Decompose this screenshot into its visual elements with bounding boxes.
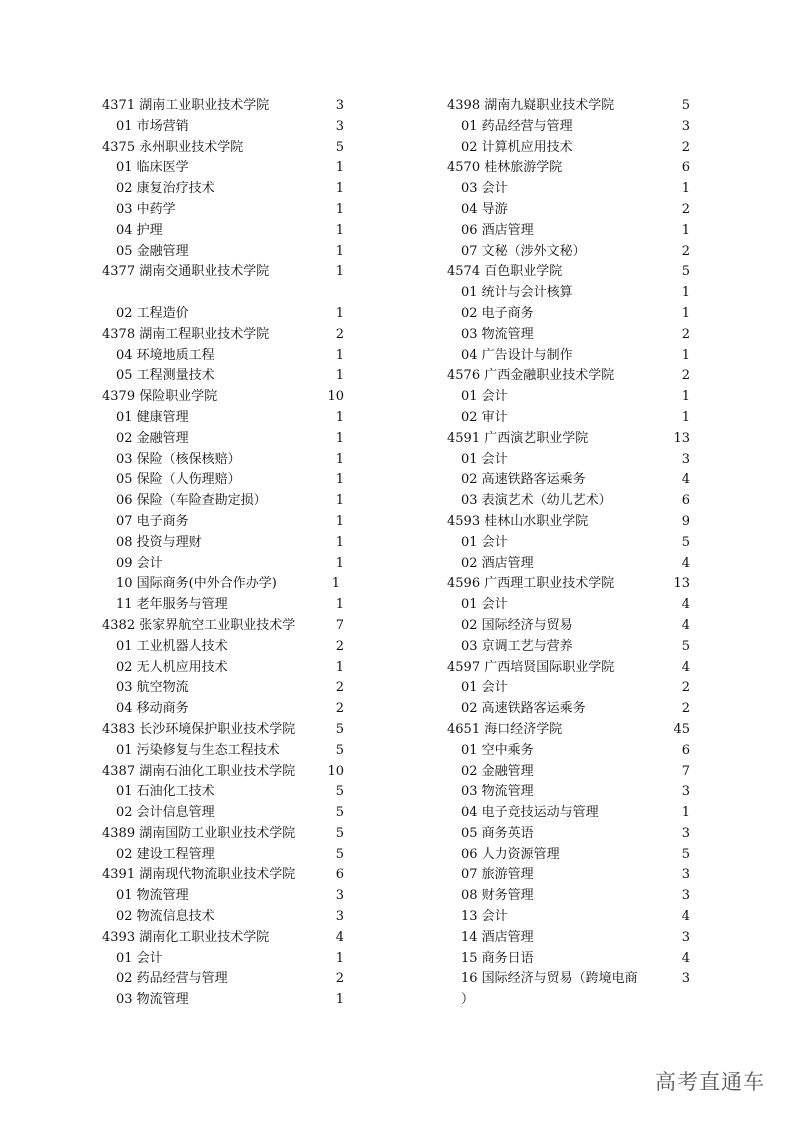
quota-count: 5: [681, 98, 690, 113]
major-name: 13 会计: [461, 909, 508, 925]
major-name: 01 空中乘务: [461, 742, 534, 758]
quota-count: 2: [681, 701, 690, 717]
quota-count: 5: [335, 742, 344, 758]
major-name: 02 药品经营与管理: [116, 971, 228, 987]
major-name: 15 商务日语: [461, 950, 534, 966]
school-row: [447, 512, 690, 533]
major-row: [447, 117, 690, 138]
major-name: 06 酒店管理: [461, 222, 534, 238]
quota-count: 1: [681, 222, 690, 238]
major-row: [102, 470, 344, 491]
major-name: 04 导游: [461, 201, 508, 217]
major-name: 01 工业机器人技术: [116, 638, 228, 654]
school-row: [102, 865, 344, 886]
quota-count: 3: [335, 909, 344, 925]
school-row: [102, 720, 344, 741]
major-row: [447, 886, 690, 907]
quota-count: 3: [335, 888, 344, 904]
quota-count: 1: [681, 181, 690, 197]
school-name: 4574 百色职业学院: [447, 264, 563, 280]
major-name: 01 临床医学: [116, 160, 189, 176]
major-row: [447, 325, 690, 346]
quota-count: 1: [335, 368, 344, 384]
school-row: [102, 762, 344, 783]
major-name: 07 电子商务: [116, 513, 189, 529]
major-row: [447, 782, 690, 803]
major-name: 03 航空物流: [116, 680, 189, 696]
major-name: 03 表演艺术（幼儿艺术）: [461, 493, 612, 509]
major-row: [102, 554, 344, 575]
major-row: [102, 346, 344, 367]
quota-count: 1: [335, 513, 344, 529]
major-name: 02 金融管理: [116, 430, 189, 446]
quota-count: 1: [335, 472, 344, 488]
major-row: [447, 678, 690, 699]
school-name: 4651 海口经济学院: [447, 721, 563, 737]
school-row: [102, 325, 344, 346]
school-name: 4570 桂林旅游学院: [447, 160, 563, 176]
quota-count: 5: [681, 264, 690, 280]
major-row: [102, 637, 344, 658]
major-name: 01 健康管理: [116, 409, 189, 425]
school-name: 4378 湖南工程职业技术学院: [102, 326, 270, 342]
quota-count: 4: [681, 659, 690, 675]
major-name: 04 移动商务: [116, 701, 189, 717]
school-row: [102, 387, 344, 408]
quota-count: 10: [327, 389, 344, 405]
school-row: [447, 262, 690, 283]
quota-count: 3: [335, 118, 344, 134]
quota-count: 1: [681, 347, 690, 363]
quota-count: 1: [681, 285, 690, 301]
quota-count: 1: [335, 264, 344, 280]
quota-count: 1: [335, 493, 344, 509]
quota-count: 5: [335, 139, 344, 155]
major-name: 01 会计: [116, 950, 163, 966]
quota-count: 1: [335, 992, 344, 1008]
major-row: [447, 865, 690, 886]
major-name: ）: [461, 992, 475, 1008]
major-name: 02 电子商务: [461, 305, 534, 321]
major-name: 02 高速铁路客运乘务: [461, 701, 586, 717]
watermark-text: 高考直通车: [655, 1070, 765, 1094]
quota-count: 5: [681, 534, 690, 550]
major-row: [102, 699, 344, 720]
major-row: [447, 200, 690, 221]
major-name: 03 物流管理: [461, 784, 534, 800]
major-row: [447, 283, 690, 304]
quota-count: 1: [335, 555, 344, 571]
major-row: [102, 242, 344, 263]
major-name: 02 高速铁路客运乘务: [461, 472, 586, 488]
major-row: [447, 179, 690, 200]
major-name: 01 药品经营与管理: [461, 118, 573, 134]
major-name: 02 会计信息管理: [116, 805, 215, 821]
major-row: [102, 886, 344, 907]
school-name: 4596 广西理工职业技术学院: [447, 576, 615, 592]
quota-count: 1: [335, 222, 344, 238]
major-name: 01 污染修复与生态工程技术: [116, 742, 280, 758]
quota-count: 3: [681, 888, 690, 904]
major-row: [102, 200, 344, 221]
school-name: 4375 永州职业技术学院: [102, 139, 244, 155]
quota-count: 1: [331, 576, 340, 592]
major-name: 06 人力资源管理: [461, 846, 560, 862]
major-name: 03 物流管理: [116, 992, 189, 1008]
major-row: [102, 117, 344, 138]
quota-count: 1: [681, 805, 690, 821]
major-name: 02 工程造价: [116, 305, 189, 321]
major-row: [102, 366, 344, 387]
major-row: [102, 179, 344, 200]
school-row: [447, 658, 690, 679]
quota-count: 1: [335, 305, 344, 321]
quota-count: 5: [335, 805, 344, 821]
quota-count: 2: [335, 971, 344, 987]
major-row: [447, 242, 690, 263]
quota-count: 3: [681, 825, 690, 841]
major-row: [102, 533, 344, 554]
major-row: [447, 969, 690, 990]
school-name: 4387 湖南石油化工职业技术学院: [102, 763, 296, 779]
school-name: 4371 湖南工业职业技术学院: [102, 98, 270, 113]
major-name: 02 国际经济与贸易: [461, 617, 573, 633]
quota-count: 4: [681, 909, 690, 925]
quota-count: 1: [335, 451, 344, 467]
quota-count: 1: [681, 389, 690, 405]
school-row: [102, 96, 344, 117]
major-row: [447, 803, 690, 824]
quota-count: 3: [681, 971, 690, 987]
school-name: 4382 张家界航空工业职业技术学: [102, 617, 296, 633]
school-name: 4576 广西金融职业技术学院: [447, 368, 615, 384]
quota-count: 2: [681, 139, 690, 155]
major-row: [447, 824, 690, 845]
major-name: 05 工程测量技术: [116, 368, 215, 384]
quota-count: 5: [335, 721, 344, 737]
major-name: 02 计算机应用技术: [461, 139, 573, 155]
major-row: [447, 470, 690, 491]
quota-count: 5: [681, 846, 690, 862]
major-name: 05 保险（人伤理赔）: [116, 472, 241, 488]
quota-count: 1: [335, 243, 344, 259]
major-name: 14 酒店管理: [461, 929, 534, 945]
major-name: 02 审计: [461, 409, 508, 425]
major-name: 08 投资与理财: [116, 534, 202, 550]
school-row: [102, 262, 344, 283]
quota-count: 1: [681, 409, 690, 425]
major-name: 11 老年服务与管理: [116, 597, 228, 613]
major-name: 01 会计: [461, 597, 508, 613]
major-name: 04 护理: [116, 222, 163, 238]
quota-count: 2: [335, 701, 344, 717]
major-row: [447, 616, 690, 637]
school-row: [447, 720, 690, 741]
major-row: [447, 387, 690, 408]
major-name: 07 文秘（涉外文秘）: [461, 243, 586, 259]
major-name: 09 会计: [116, 555, 163, 571]
major-name: 03 物流管理: [461, 326, 534, 342]
major-row: [102, 678, 344, 699]
school-name: 4597 广西培贤国际职业学院: [447, 659, 615, 675]
quota-count: 6: [681, 160, 690, 176]
quota-count: 6: [681, 493, 690, 509]
major-row: [102, 990, 344, 1011]
major-row: [447, 928, 690, 949]
quota-count: 6: [681, 742, 690, 758]
school-row: [447, 158, 690, 179]
quota-count: 3: [681, 867, 690, 883]
quota-count: 3: [681, 784, 690, 800]
major-row: [102, 907, 344, 928]
major-row: [447, 554, 690, 575]
major-row: [447, 533, 690, 554]
major-name: 07 旅游管理: [461, 867, 534, 883]
quota-count: 7: [681, 763, 690, 779]
quota-count: 1: [681, 305, 690, 321]
quota-count: 2: [681, 243, 690, 259]
major-name: 06 保险（车险查勘定损）: [116, 493, 267, 509]
major-name: 01 会计: [461, 451, 508, 467]
quota-count: 2: [681, 326, 690, 342]
quota-count: 2: [681, 680, 690, 696]
school-row: [447, 429, 690, 450]
major-row: [102, 803, 344, 824]
quota-count: 1: [335, 181, 344, 197]
quota-count: 6: [335, 867, 344, 883]
major-row: [102, 595, 344, 616]
major-row: [447, 949, 690, 970]
major-row: [102, 574, 344, 595]
quota-count: 1: [335, 659, 344, 675]
major-row: [102, 491, 344, 512]
quota-count: 3: [681, 451, 690, 467]
major-name: 02 酒店管理: [461, 555, 534, 571]
major-row: [447, 762, 690, 783]
school-row: [447, 366, 690, 387]
quota-count: 3: [681, 118, 690, 134]
school-name: 4379 保险职业学院: [102, 389, 218, 405]
major-row: [447, 907, 690, 928]
major-name: 05 金融管理: [116, 243, 189, 259]
major-name: 03 中药学: [116, 201, 176, 217]
major-row: [447, 637, 690, 658]
major-name: 02 金融管理: [461, 763, 534, 779]
school-row: [447, 574, 690, 595]
school-row: [102, 138, 344, 159]
school-name: 4591 广西演艺职业学院: [447, 430, 589, 446]
blank-row: [102, 283, 344, 304]
major-row: [102, 658, 344, 679]
major-row: [102, 782, 344, 803]
major-name: 01 石油化工技术: [116, 784, 215, 800]
quota-count: 1: [335, 950, 344, 966]
quota-count: 1: [335, 534, 344, 550]
major-row: [447, 346, 690, 367]
quota-count: 4: [681, 617, 690, 633]
major-row: [102, 221, 344, 242]
major-name: 02 物流信息技术: [116, 909, 215, 925]
quota-count: 45: [673, 721, 690, 737]
quota-count: 1: [335, 597, 344, 613]
major-row: [447, 595, 690, 616]
major-row: [447, 845, 690, 866]
quota-count: 2: [681, 368, 690, 384]
quota-count: 2: [335, 638, 344, 654]
right-column: [447, 96, 690, 1011]
major-row: [447, 990, 690, 1011]
major-row: [102, 949, 344, 970]
school-name: 4398 湖南九嶷职业技术学院: [447, 98, 615, 113]
school-name: 4383 长沙环境保护职业技术学院: [102, 721, 296, 737]
quota-count: 4: [335, 929, 344, 945]
major-name: 02 康复治疗技术: [116, 181, 215, 197]
quota-count: 7: [335, 617, 344, 633]
quota-count: 2: [335, 680, 344, 696]
quota-count: 5: [681, 638, 690, 654]
major-name: 16 国际经济与贸易（跨境电商: [461, 971, 638, 987]
quota-count: 5: [335, 784, 344, 800]
school-name: 4377 湖南交通职业技术学院: [102, 264, 270, 280]
quota-count: 2: [335, 326, 344, 342]
school-name: 4391 湖南现代物流职业技术学院: [102, 867, 296, 883]
quota-count: 4: [681, 472, 690, 488]
major-row: [447, 138, 690, 159]
major-row: [447, 699, 690, 720]
major-name: 03 会计: [461, 181, 508, 197]
major-row: [447, 304, 690, 325]
major-name: 01 会计: [461, 534, 508, 550]
major-row: [102, 969, 344, 990]
school-row: [102, 928, 344, 949]
quota-count: 3: [335, 98, 344, 113]
quota-count: 13: [673, 430, 690, 446]
quota-count: 13: [673, 576, 690, 592]
quota-count: 2: [681, 201, 690, 217]
quota-count: 5: [335, 846, 344, 862]
major-name: 01 会计: [461, 680, 508, 696]
left-column: [102, 96, 344, 1011]
major-name: 02 无人机应用技术: [116, 659, 228, 675]
quota-count: 4: [681, 597, 690, 613]
major-name: 01 会计: [461, 389, 508, 405]
major-name: 10 国际商务(中外合作办学): [116, 576, 277, 592]
quota-count: 5: [335, 825, 344, 841]
major-row: [102, 741, 344, 762]
major-row: [447, 408, 690, 429]
major-row: [447, 491, 690, 512]
major-row: [102, 158, 344, 179]
major-name: 04 电子竞技运动与管理: [461, 805, 599, 821]
major-name: 04 广告设计与制作: [461, 347, 573, 363]
school-name: 4389 湖南国防工业职业技术学院: [102, 825, 296, 841]
major-name: 08 财务管理: [461, 888, 534, 904]
major-name: 03 保险（核保核赔）: [116, 451, 241, 467]
quota-count: 4: [681, 950, 690, 966]
school-row: [102, 824, 344, 845]
school-row: [447, 96, 690, 117]
quota-count: 10: [327, 763, 344, 779]
major-row: [102, 408, 344, 429]
quota-count: 1: [335, 409, 344, 425]
school-name: 4393 湖南化工职业技术学院: [102, 929, 270, 945]
quota-count: 3: [681, 929, 690, 945]
major-row: [102, 304, 344, 325]
quota-count: 1: [335, 347, 344, 363]
major-name: 01 市场营销: [116, 118, 189, 134]
major-row: [102, 512, 344, 533]
quota-count: 1: [335, 160, 344, 176]
major-name: 03 京调工艺与营养: [461, 638, 573, 654]
school-row: [102, 616, 344, 637]
quota-count: 9: [681, 513, 690, 529]
major-name: 02 建设工程管理: [116, 846, 215, 862]
major-row: [102, 429, 344, 450]
major-row: [102, 450, 344, 471]
quota-count: 4: [681, 555, 690, 571]
major-row: [447, 221, 690, 242]
school-name: 4593 桂林山水职业学院: [447, 513, 589, 529]
major-row: [447, 741, 690, 762]
major-row: [102, 845, 344, 866]
major-name: 04 环境地质工程: [116, 347, 215, 363]
quota-count: 1: [335, 430, 344, 446]
major-row: [447, 450, 690, 471]
major-name: 01 统计与会计核算: [461, 285, 573, 301]
major-name: 01 物流管理: [116, 888, 189, 904]
major-name: 05 商务英语: [461, 825, 534, 841]
quota-count: 1: [335, 201, 344, 217]
